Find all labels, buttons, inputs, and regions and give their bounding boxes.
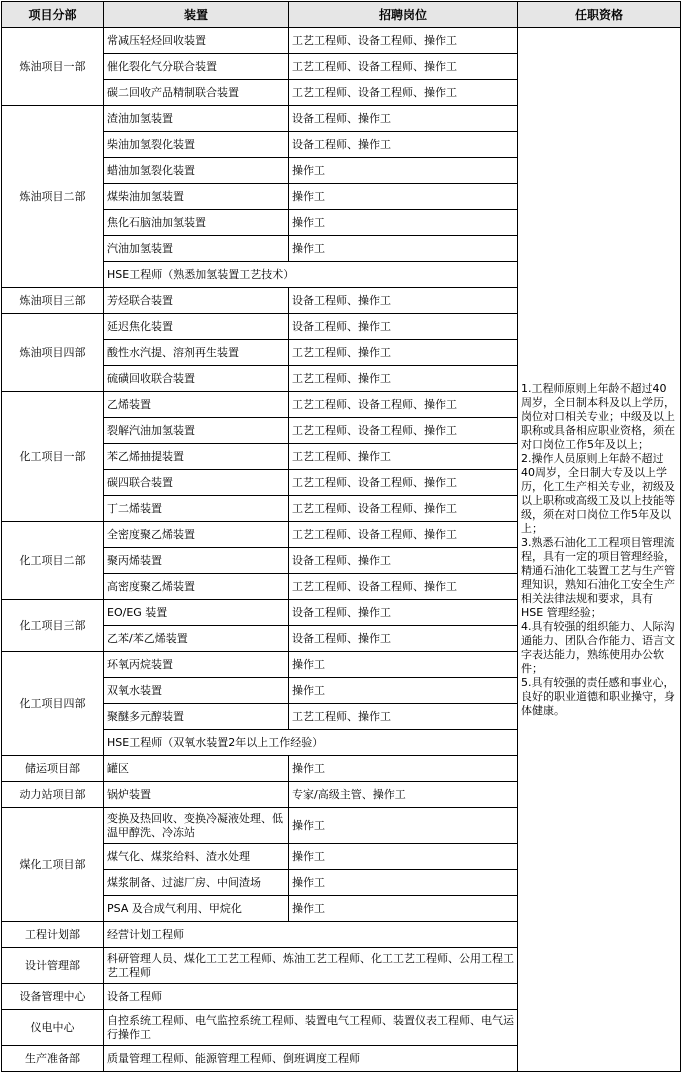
unit-cell: 汽油加氢装置 [104,236,289,262]
qualification-item: 3.熟悉石油化工工程项目管理流程，具有一定的项目管理经验，精通石油化工装置工艺与生产管理知识，熟知石油化工安全生产相关法律法规和要求，具有 HSE 管理经验； [521,535,675,619]
post-cell: 操作工 [289,808,518,844]
dept-cell: 储运项目部 [2,756,104,782]
post-cell: 工艺工程师、设备工程师、操作工 [289,80,518,106]
post-cell: 工艺工程师、设备工程师、操作工 [289,28,518,54]
qualification-item: 2.操作人员原则上年龄不超过40周岁，全日制大专及以上学历，化工生产相关专业，初级及以上职称或高级工及以上技能等级，须在对口岗位工作5年及以上； [521,451,675,535]
post-cell: 工艺工程师、设备工程师、操作工 [289,574,518,600]
dept-cell: 炼油项目二部 [2,106,104,288]
post-cell: 工艺工程师、设备工程师、操作工 [289,418,518,444]
post-cell: 操作工 [289,844,518,870]
dept-cell: 仪电中心 [2,1010,104,1046]
unit-cell: 常减压轻烃回收装置 [104,28,289,54]
header-dept: 项目分部 [2,2,104,28]
post-cell: 设备工程师、操作工 [289,288,518,314]
unit-cell: 环氧丙烷装置 [104,652,289,678]
unit-cell: 硫磺回收联合装置 [104,366,289,392]
unit-cell: 高密度聚乙烯装置 [104,574,289,600]
unit-cell: 罐区 [104,756,289,782]
post-cell: 设备工程师、操作工 [289,106,518,132]
unit-cell: 聚丙烯装置 [104,548,289,574]
dept-cell: 化工项目一部 [2,392,104,522]
unit-cell: 乙苯/苯乙烯装置 [104,626,289,652]
post-cell: 操作工 [289,236,518,262]
post-cell: 工艺工程师、设备工程师、操作工 [289,470,518,496]
dept-cell: 化工项目三部 [2,600,104,652]
header-row [2,2,681,28]
post-cell: 工艺工程师、设备工程师、操作工 [289,522,518,548]
post-cell: 工艺工程师、设备工程师、操作工 [289,54,518,80]
unit-cell: 丁二烯装置 [104,496,289,522]
merged-post-cell: 自控系统工程师、电气监控系统工程师、装置电气工程师、装置仪表工程师、电气运行操作工 [104,1010,518,1046]
unit-cell: 锅炉装置 [104,782,289,808]
post-cell: 工艺工程师、设备工程师、操作工 [289,496,518,522]
unit-cell: 乙烯装置 [104,392,289,418]
post-cell: 设备工程师、操作工 [289,548,518,574]
post-cell: 操作工 [289,184,518,210]
table-row [2,28,681,54]
post-cell: 设备工程师、操作工 [289,626,518,652]
post-cell: 工艺工程师、操作工 [289,444,518,470]
merged-post-cell: 科研管理人员、煤化工工艺工程师、炼油工艺工程师、化工工艺工程师、公用工程工艺工程师 [104,948,518,984]
qualification-item: 1.工程师原则上年龄不超过40 周岁，全日制本科及以上学历，岗位对口相关专业；中级及以上职称或具备相应职业资格，须在对口岗位工作5年及以上； [521,381,675,451]
unit-cell: 全密度聚乙烯装置 [104,522,289,548]
dept-cell: 炼油项目三部 [2,288,104,314]
dept-cell: 工程计划部 [2,922,104,948]
post-cell: 设备工程师、操作工 [289,132,518,158]
unit-cell: 煤柴油加氢装置 [104,184,289,210]
unit-cell: 渣油加氢装置 [104,106,289,132]
qualification-item: 4.具有较强的组织能力、人际沟通能力、团队合作能力、语言文字表达能力，熟练使用办公软件； [521,619,675,675]
post-cell: 工艺工程师、设备工程师、操作工 [289,392,518,418]
dept-cell: 动力站项目部 [2,782,104,808]
post-cell: 工艺工程师、操作工 [289,704,518,730]
post-cell: 操作工 [289,158,518,184]
unit-cell: 双氧水装置 [104,678,289,704]
dept-cell: 煤化工项目部 [2,808,104,922]
merged-post-cell: 设备工程师 [104,984,518,1010]
unit-cell: 延迟焦化装置 [104,314,289,340]
unit-cell: 碳二回收产品精制联合装置 [104,80,289,106]
unit-cell: 裂解汽油加氢装置 [104,418,289,444]
unit-cell: 催化裂化气分联合装置 [104,54,289,80]
dept-cell: 生产准备部 [2,1046,104,1072]
dept-cell: 化工项目二部 [2,522,104,600]
unit-cell: 焦化石脑油加氢装置 [104,210,289,236]
post-cell: 操作工 [289,652,518,678]
unit-cell: 酸性水汽提、溶剂再生装置 [104,340,289,366]
merged-post-cell: HSE工程师（熟悉加氢装置工艺技术） [104,262,518,288]
dept-cell: 炼油项目四部 [2,314,104,392]
merged-post-cell: HSE工程师（双氧水装置2年以上工作经验） [104,730,518,756]
header-qualification: 任职资格 [518,2,681,28]
unit-cell: 煤气化、煤浆给料、渣水处理 [104,844,289,870]
dept-cell: 炼油项目一部 [2,28,104,106]
post-cell: 操作工 [289,870,518,896]
unit-cell: PSA 及合成气利用、甲烷化 [104,896,289,922]
post-cell: 工艺工程师、操作工 [289,366,518,392]
header-post: 招聘岗位 [289,2,518,28]
dept-cell: 设计管理部 [2,948,104,984]
post-cell: 操作工 [289,678,518,704]
unit-cell: 煤浆制备、过滤厂房、中间渣场 [104,870,289,896]
qualification-cell [518,28,681,1072]
unit-cell: 蜡油加氢裂化装置 [104,158,289,184]
unit-cell: 柴油加氢裂化装置 [104,132,289,158]
post-cell: 操作工 [289,896,518,922]
post-cell: 专家/高级主管、操作工 [289,782,518,808]
dept-cell: 化工项目四部 [2,652,104,756]
post-cell: 操作工 [289,210,518,236]
dept-cell: 设备管理中心 [2,984,104,1010]
post-cell: 操作工 [289,756,518,782]
recruitment-table [1,1,681,1072]
merged-post-cell: 经营计划工程师 [104,922,518,948]
unit-cell: 碳四联合装置 [104,470,289,496]
table-body [2,28,681,1072]
unit-cell: 变换及热回收、变换冷凝液处理、低温甲醇洗、冷冻站 [104,808,289,844]
header-unit: 装置 [104,2,289,28]
unit-cell: EO/EG 装置 [104,600,289,626]
post-cell: 设备工程师、操作工 [289,600,518,626]
merged-post-cell: 质量管理工程师、能源管理工程师、倒班调度工程师 [104,1046,518,1072]
unit-cell: 苯乙烯抽提装置 [104,444,289,470]
post-cell: 设备工程师、操作工 [289,314,518,340]
unit-cell: 芳烃联合装置 [104,288,289,314]
unit-cell: 聚醚多元醇装置 [104,704,289,730]
qualification-item: 5.具有较强的责任感和事业心，良好的职业道德和职业操守，身体健康。 [521,675,675,717]
post-cell: 工艺工程师、操作工 [289,340,518,366]
